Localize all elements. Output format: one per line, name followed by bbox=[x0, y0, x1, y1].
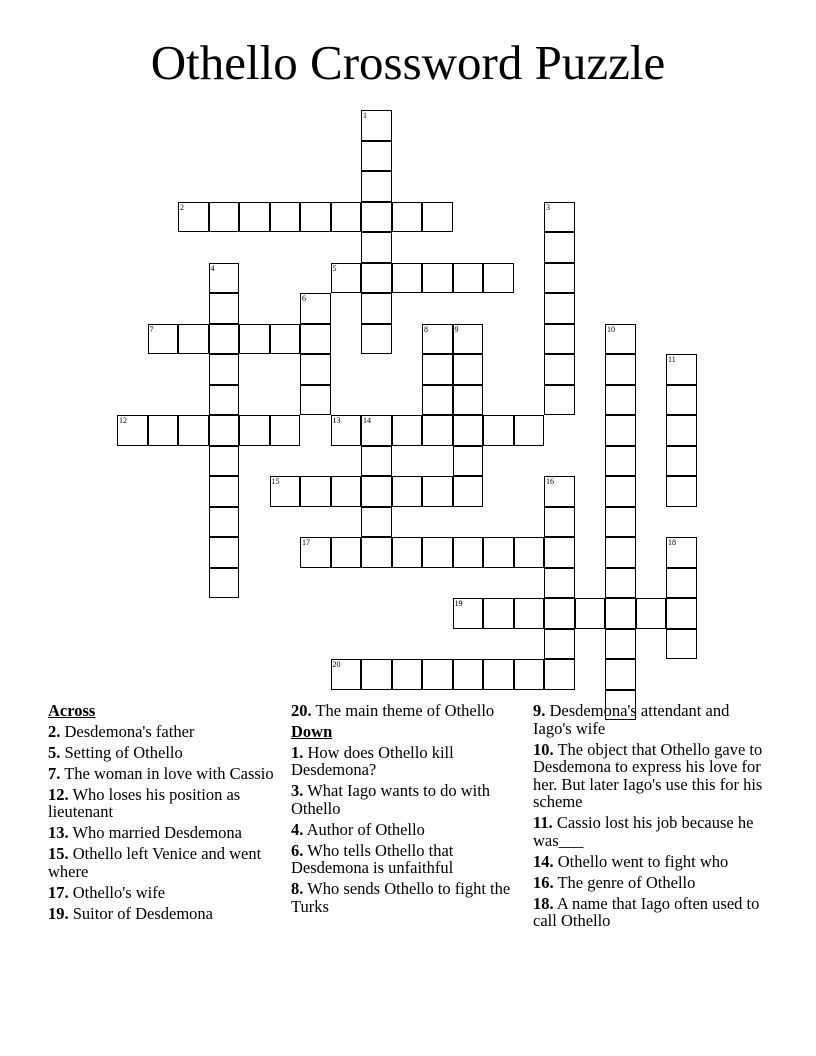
grid-cell[interactable] bbox=[361, 659, 392, 690]
grid-cell[interactable] bbox=[422, 476, 453, 507]
grid-cell[interactable] bbox=[331, 659, 362, 690]
clue-number: 17 bbox=[302, 538, 310, 547]
grid-cell[interactable] bbox=[239, 415, 270, 446]
grid-cell[interactable] bbox=[453, 659, 484, 690]
clue-number: 1 bbox=[363, 111, 367, 120]
grid-cell[interactable] bbox=[544, 354, 575, 385]
grid-cell[interactable] bbox=[605, 598, 636, 629]
clue-number: 20 bbox=[332, 660, 341, 669]
grid-cell[interactable] bbox=[544, 568, 575, 599]
grid-cell[interactable] bbox=[331, 415, 362, 446]
clue-down-11: 11. Cassio lost his job because he was___ bbox=[533, 813, 754, 850]
grid-cell[interactable] bbox=[605, 415, 636, 446]
grid-cell[interactable] bbox=[331, 263, 362, 294]
grid-cell[interactable] bbox=[300, 354, 331, 385]
grid-cell[interactable] bbox=[361, 415, 392, 446]
grid-cell[interactable] bbox=[361, 476, 392, 507]
grid-cell[interactable] bbox=[209, 446, 240, 477]
clue-number: 11 bbox=[668, 355, 676, 364]
grid-cell[interactable] bbox=[300, 385, 331, 416]
grid-cell[interactable] bbox=[605, 354, 636, 385]
grid-cell[interactable] bbox=[636, 598, 667, 629]
grid-cell[interactable] bbox=[178, 324, 209, 355]
grid-cell[interactable] bbox=[209, 263, 240, 294]
grid-cell[interactable] bbox=[544, 263, 575, 294]
grid-cell[interactable] bbox=[666, 446, 697, 477]
grid-cell[interactable] bbox=[300, 202, 331, 233]
grid-cell[interactable] bbox=[209, 354, 240, 385]
grid-cell[interactable] bbox=[544, 507, 575, 538]
grid-cell[interactable] bbox=[361, 232, 392, 263]
clue-down-4: 4. Author of Othello bbox=[291, 819, 425, 839]
grid-cell[interactable] bbox=[270, 324, 301, 355]
grid-cell[interactable] bbox=[544, 598, 575, 629]
clue-number: 15 bbox=[271, 477, 280, 486]
grid-cell[interactable] bbox=[666, 476, 697, 507]
grid-cell[interactable] bbox=[117, 415, 148, 446]
clue-down-6: 6. Who tells Othello that Desdemona is unfaithful bbox=[291, 840, 454, 877]
grid-cell[interactable] bbox=[666, 598, 697, 629]
clue-number: 3 bbox=[546, 202, 550, 212]
grid-cell[interactable] bbox=[300, 324, 331, 355]
grid-cell[interactable] bbox=[209, 293, 240, 324]
grid-cell[interactable] bbox=[483, 537, 514, 568]
grid-cell[interactable] bbox=[361, 293, 392, 324]
grid-cell[interactable] bbox=[605, 537, 636, 568]
grid-cell[interactable] bbox=[605, 476, 636, 507]
grid-cell[interactable] bbox=[270, 415, 301, 446]
grid-cell[interactable] bbox=[514, 537, 545, 568]
clue-across-15: 15. Othello left Venice and went where bbox=[48, 844, 262, 881]
clue-across-17: 17. Othello's wife bbox=[48, 882, 166, 902]
grid-cell[interactable] bbox=[422, 385, 453, 416]
grid-cell[interactable] bbox=[422, 537, 453, 568]
grid-cell[interactable] bbox=[209, 507, 240, 538]
grid-cell[interactable] bbox=[544, 385, 575, 416]
grid-cell[interactable] bbox=[178, 415, 209, 446]
clue-number: 19 bbox=[454, 599, 463, 608]
grid-cell[interactable] bbox=[483, 415, 514, 446]
grid-cell[interactable] bbox=[514, 598, 545, 629]
clue-down-9: 9. Desdemona's attendant and Iago's wife bbox=[533, 701, 730, 738]
grid-cell[interactable] bbox=[361, 110, 392, 141]
clue-across-19: 19. Suitor of Desdemona bbox=[48, 903, 213, 923]
grid-cell[interactable] bbox=[605, 385, 636, 416]
grid-cell[interactable] bbox=[392, 659, 423, 690]
grid-cell[interactable] bbox=[605, 324, 636, 355]
clue-number: 14 bbox=[363, 416, 371, 425]
grid-cell[interactable] bbox=[392, 415, 423, 446]
grid-cell[interactable] bbox=[544, 537, 575, 568]
clues-column-1 bbox=[48, 702, 278, 926]
grid-cell[interactable] bbox=[178, 202, 209, 233]
clue-down-18: 18. A name that Iago often used to call Othello bbox=[533, 893, 760, 930]
grid-cell[interactable] bbox=[361, 141, 392, 172]
clue-down-14: 14. Othello went to fight who bbox=[533, 851, 729, 871]
clue-down-3: 3. What Iago wants to do with Othello bbox=[291, 781, 491, 818]
grid-cell[interactable] bbox=[239, 324, 270, 355]
grid-cell[interactable] bbox=[453, 354, 484, 385]
grid-cell[interactable] bbox=[331, 537, 362, 568]
grid-cell[interactable] bbox=[453, 263, 484, 294]
grid-cell[interactable] bbox=[666, 415, 697, 446]
grid-cell[interactable] bbox=[148, 324, 179, 355]
grid-cell[interactable] bbox=[270, 202, 301, 233]
clue-down-10: 10. The object that Othello gave to Desdemona to express his love for her. But later Iago's use this for his scheme bbox=[533, 739, 763, 811]
clue-number: 13 bbox=[332, 416, 341, 425]
grid-cell[interactable] bbox=[605, 659, 636, 690]
grid-cell[interactable] bbox=[422, 202, 453, 233]
clue-across-2: 2. Desdemona's father bbox=[48, 721, 195, 741]
grid-cell[interactable] bbox=[361, 263, 392, 294]
grid-cell[interactable] bbox=[361, 202, 392, 233]
grid-cell[interactable] bbox=[300, 293, 331, 324]
grid-cell[interactable] bbox=[209, 476, 240, 507]
grid-cell[interactable] bbox=[392, 476, 423, 507]
grid-cell[interactable] bbox=[270, 476, 301, 507]
down-heading: Down bbox=[291, 722, 333, 741]
grid-cell[interactable] bbox=[392, 202, 423, 233]
grid-cell[interactable] bbox=[209, 385, 240, 416]
grid-cell[interactable] bbox=[453, 537, 484, 568]
grid-cell[interactable] bbox=[544, 293, 575, 324]
clue-across-13: 13. Who married Desdemona bbox=[48, 823, 242, 842]
grid-cell[interactable] bbox=[605, 568, 636, 599]
grid-cell[interactable] bbox=[666, 537, 697, 568]
clue-number: 9 bbox=[454, 324, 459, 334]
clue-across-20: 20. The main theme of Othello bbox=[291, 701, 495, 720]
grid-cell[interactable] bbox=[453, 446, 484, 477]
grid-cell[interactable] bbox=[544, 324, 575, 355]
grid-cell[interactable] bbox=[666, 568, 697, 599]
grid-cell[interactable] bbox=[209, 537, 240, 568]
grid-cell[interactable] bbox=[666, 385, 697, 416]
clue-number: 4 bbox=[210, 263, 215, 273]
grid-cell[interactable] bbox=[605, 507, 636, 538]
clue-down-8: 8. Who sends Othello to fight the Turks bbox=[291, 879, 511, 916]
grid-cell[interactable] bbox=[209, 415, 240, 446]
grid-cell[interactable] bbox=[209, 568, 240, 599]
grid-cell[interactable] bbox=[605, 629, 636, 660]
grid-cell[interactable] bbox=[453, 324, 484, 355]
clues-column-2 bbox=[291, 702, 521, 919]
grid-cell[interactable] bbox=[209, 324, 240, 355]
grid-cell[interactable] bbox=[453, 598, 484, 629]
clue-across-7: 7. The woman in love with Cassio bbox=[48, 763, 274, 783]
grid-cell[interactable] bbox=[605, 446, 636, 477]
grid-cell[interactable] bbox=[361, 537, 392, 568]
clue-number: 8 bbox=[424, 324, 428, 334]
grid-cell[interactable] bbox=[209, 202, 240, 233]
grid-cell[interactable] bbox=[422, 354, 453, 385]
grid-cell[interactable] bbox=[453, 476, 484, 507]
grid-cell[interactable] bbox=[544, 202, 575, 233]
grid-cell[interactable] bbox=[361, 446, 392, 477]
grid-cell[interactable] bbox=[666, 354, 697, 385]
clue-number: 6 bbox=[302, 294, 306, 303]
clue-down-1: 1. How does Othello kill Desdemona? bbox=[291, 742, 454, 779]
grid-cell[interactable] bbox=[361, 324, 392, 355]
grid-cell[interactable] bbox=[483, 659, 514, 690]
clue-number: 10 bbox=[607, 324, 615, 334]
grid-cell[interactable] bbox=[575, 598, 606, 629]
clue-down-16: 16. The genre of Othello bbox=[533, 872, 696, 892]
grid-cell[interactable] bbox=[666, 629, 697, 660]
grid-cell[interactable] bbox=[422, 415, 453, 446]
grid-cell[interactable] bbox=[483, 598, 514, 629]
grid-cell[interactable] bbox=[239, 202, 270, 233]
grid-cell[interactable] bbox=[544, 629, 575, 660]
grid-cell[interactable] bbox=[422, 659, 453, 690]
clue-number: 2 bbox=[180, 202, 184, 212]
across-heading: Across bbox=[48, 701, 96, 720]
clues-column-3 bbox=[533, 702, 763, 933]
grid-cell[interactable] bbox=[148, 415, 179, 446]
clue-number: 12 bbox=[119, 416, 127, 425]
grid-cell[interactable] bbox=[300, 476, 331, 507]
grid-cell[interactable] bbox=[514, 659, 545, 690]
grid-cell[interactable] bbox=[544, 232, 575, 263]
grid-cell[interactable] bbox=[331, 476, 362, 507]
grid-cell[interactable] bbox=[544, 659, 575, 690]
grid-cell[interactable] bbox=[361, 507, 392, 538]
grid-cell[interactable] bbox=[483, 263, 514, 294]
grid-cell[interactable] bbox=[514, 415, 545, 446]
grid-cell[interactable] bbox=[453, 415, 484, 446]
clue-number: 16 bbox=[546, 477, 554, 486]
grid-cell[interactable] bbox=[422, 324, 453, 355]
page-title: Othello Crossword Puzzle bbox=[150, 35, 666, 90]
grid-cell[interactable] bbox=[453, 385, 484, 416]
grid-cell[interactable] bbox=[422, 263, 453, 294]
clue-number: 7 bbox=[149, 324, 154, 334]
clue-number: 18 bbox=[668, 538, 676, 547]
grid-cell[interactable] bbox=[361, 171, 392, 202]
grid-cell[interactable] bbox=[392, 537, 423, 568]
grid-cell[interactable] bbox=[331, 202, 362, 233]
grid-cell[interactable] bbox=[300, 537, 331, 568]
clue-across-12: 12. Who loses his position as lieutenant bbox=[48, 784, 241, 821]
clue-number: 5 bbox=[332, 263, 337, 273]
grid-cell[interactable] bbox=[392, 263, 423, 294]
grid-cell[interactable] bbox=[544, 476, 575, 507]
clue-across-5: 5. Setting of Othello bbox=[48, 742, 183, 762]
